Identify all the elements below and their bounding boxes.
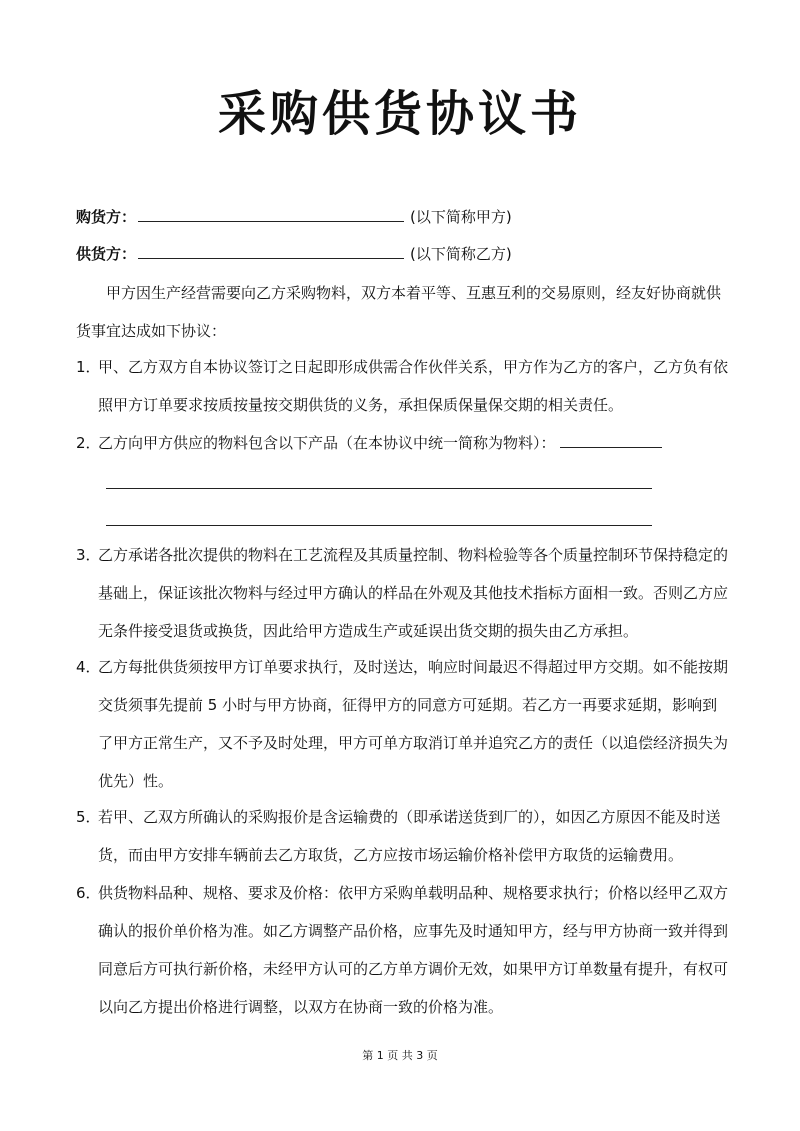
clause-text: 乙方每批供货须按甲方订单要求执行，及时送达，响应时间最迟不得超过甲方交期。如不能按期交货须事先提前 5 小时与甲方协商，征得甲方的同意方可延期。若乙方一再要求延期，影响到了甲方正常生产，又不予及时处理，甲方可单方取消订单并追究乙方的责任（以追偿经济损失为优先）性。	[98, 658, 729, 790]
clause-text: 乙方向甲方供应的物料包含以下产品（在本协议中统一简称为物料）：	[98, 434, 556, 452]
buyer-label: 购货方：	[76, 208, 137, 226]
products-blank-line	[106, 488, 652, 489]
clause-number: 2．	[76, 434, 101, 452]
buyer-suffix: (以下简称甲方)	[410, 208, 512, 226]
clause-number: 1．	[76, 358, 101, 376]
clause-5	[76, 798, 728, 874]
products-blank-line	[106, 525, 652, 526]
intro-paragraph	[76, 274, 728, 350]
clause-2	[76, 424, 728, 462]
clause-text: 若甲、乙双方所确认的采购报价是含运输费的（即承诺送货到厂的），如因乙方原因不能及时送货，而由甲方安排车辆前去乙方取货，乙方应按市场运输价格补偿甲方取货的运输费用。	[98, 808, 721, 864]
buyer-blank	[138, 207, 404, 222]
supplier-label: 供货方：	[76, 245, 137, 263]
products-blank	[560, 433, 662, 448]
buyer-line	[76, 206, 512, 228]
clause-4	[76, 648, 728, 800]
intro-text: 甲方因生产经营需要向乙方采购物料，双方本着平等、互惠互利的交易原则，经友好协商就供货事宜达成如下协议：	[76, 284, 722, 340]
supplier-blank	[138, 244, 404, 259]
clause-number: 4．	[76, 658, 101, 676]
clause-number: 5．	[76, 808, 101, 826]
clause-number: 3．	[76, 546, 101, 564]
clause-6	[76, 874, 728, 1026]
clause-text: 乙方承诺各批次提供的物料在工艺流程及其质量控制、物料检验等各个质量控制环节保持稳定的基础上，保证该批次物料与经过甲方确认的样品在外观及其他技术指标方面相一致。否则乙方应无条件接受退货或换货，因此给甲方造成生产或延误出货交期的损失由乙方承担。	[98, 546, 729, 640]
page-footer: 第 1 页 共 3 页	[362, 1049, 438, 1062]
clause-3	[76, 536, 728, 650]
clause-text: 供货物料品种、规格、要求及价格：依甲方采购单载明品种、规格要求执行；价格以经甲乙双方确认的报价单价格为准。如乙方调整产品价格，应事先及时通知甲方，经与甲方协商一致并得到同意后方可执行新价格，未经甲方认可的乙方单方调价无效，如果甲方订单数量有提升，有权可以向乙方提出价格进行调整，以双方在协商一致的价格为准。	[98, 884, 729, 1016]
supplier-suffix: (以下简称乙方)	[410, 245, 512, 263]
clause-number: 6．	[76, 884, 101, 902]
document-title: 采购供货协议书	[217, 86, 582, 142]
clause-text: 甲、乙方双方自本协议签订之日起即形成供需合作伙伴关系，甲方作为乙方的客户，乙方负有依照甲方订单要求按质按量按交期供货的义务，承担保质保量保交期的相关责任。	[98, 358, 729, 414]
supplier-line	[76, 243, 512, 265]
clause-1	[76, 348, 728, 424]
